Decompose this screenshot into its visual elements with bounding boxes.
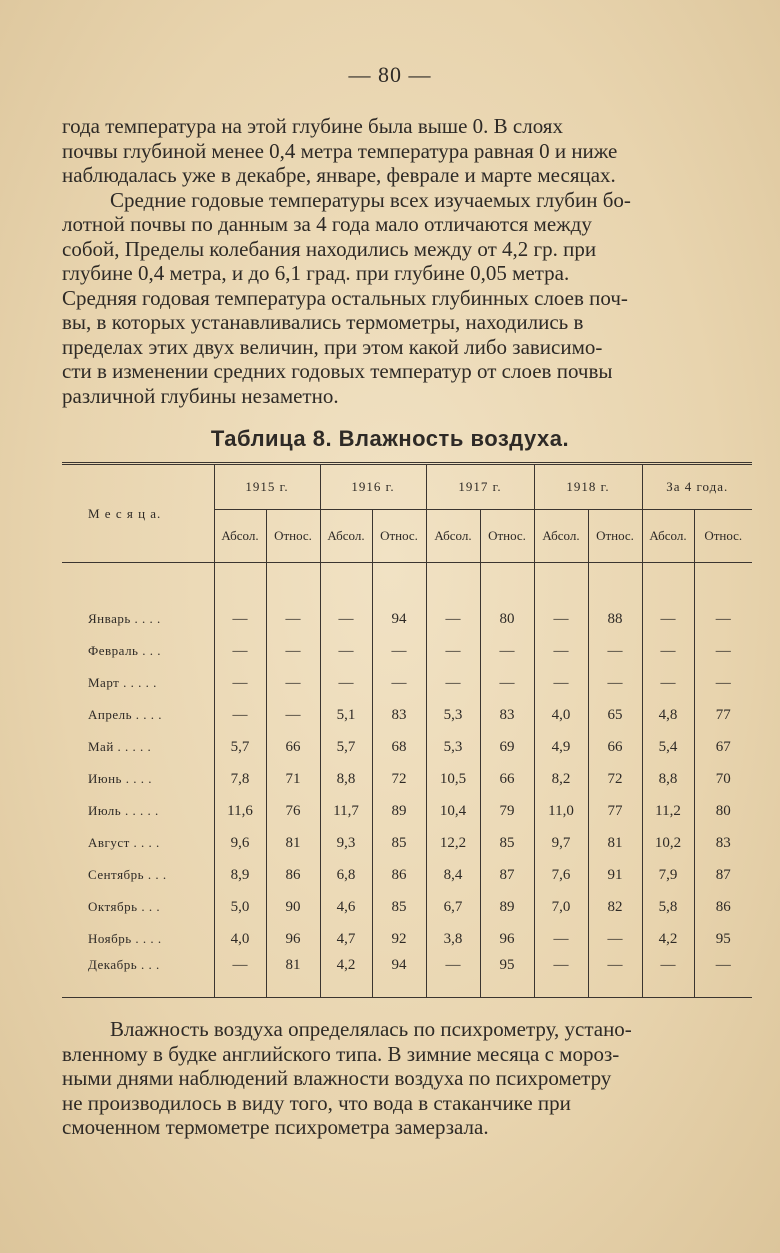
text-line: сти в изменении средних годовых температур от слоев почвы (62, 359, 613, 383)
rel-humidity-cell: — (588, 955, 642, 998)
table-header (62, 464, 752, 563)
rel-humidity-cell: — (266, 603, 320, 635)
abs-humidity-cell: — (426, 955, 480, 998)
table-row (62, 955, 752, 998)
abs-humidity-cell: — (426, 667, 480, 699)
rel-humidity-cell: 86 (372, 859, 426, 891)
abs-humidity-cell: 8,4 (426, 859, 480, 891)
abs-humidity-cell: — (214, 667, 266, 699)
text-line: смоченном термометре психрометра замерзала. (62, 1115, 489, 1139)
rel-humidity-cell: 87 (694, 859, 752, 891)
rel-humidity-cell: — (588, 667, 642, 699)
text-line: вленному в будке английского типа. В зимние месяца с мороз- (62, 1041, 620, 1066)
abs-humidity-cell: 7,9 (642, 859, 694, 891)
rel-humidity-cell: 80 (480, 603, 534, 635)
rel-humidity-cell: — (266, 667, 320, 699)
rel-humidity-cell: — (588, 635, 642, 667)
rel-subheader: Относ. (588, 510, 642, 563)
rel-humidity-cell: 70 (694, 763, 752, 795)
text-line: ными днями наблюдений влажности воздуха по психрометру (62, 1066, 612, 1090)
abs-humidity-cell: 10,5 (426, 763, 480, 795)
text-line: Средние годовые температуры всех изучаемых глубин бо- (110, 187, 631, 212)
abs-humidity-cell: — (534, 603, 588, 635)
month-column-header: М е с я ц а. (62, 464, 214, 563)
rel-humidity-cell: 96 (266, 923, 320, 955)
abs-humidity-cell: 11,0 (534, 795, 588, 827)
rel-subheader: Относ. (266, 510, 320, 563)
month-cell: Апрель . . . . (62, 699, 214, 731)
rel-humidity-cell: 96 (480, 923, 534, 955)
rel-humidity-cell: 71 (266, 763, 320, 795)
month-cell: Август . . . . (62, 827, 214, 859)
rel-humidity-cell: 65 (588, 699, 642, 731)
table-row (62, 699, 752, 731)
rel-humidity-cell: 87 (480, 859, 534, 891)
rel-humidity-cell: 88 (588, 603, 642, 635)
rel-subheader: Относ. (694, 510, 752, 563)
text-line: почвы глубиной менее 0,4 метра температура равная 0 и ниже (62, 138, 618, 163)
abs-humidity-cell: 3,8 (426, 923, 480, 955)
month-cell: Ноябрь . . . . (62, 923, 214, 955)
rel-humidity-cell: 83 (372, 699, 426, 731)
abs-humidity-cell: — (534, 635, 588, 667)
rel-humidity-cell: — (694, 955, 752, 998)
rel-humidity-cell: 95 (480, 955, 534, 998)
abs-humidity-cell: 8,2 (534, 763, 588, 795)
table-row (62, 923, 752, 955)
rel-subheader: Относ. (480, 510, 534, 563)
table-row (62, 731, 752, 763)
abs-humidity-cell: — (642, 635, 694, 667)
text-line: вы, в которых устанавливались термометры, находились в (62, 310, 584, 334)
abs-humidity-cell: — (534, 667, 588, 699)
text-line: Влажность воздуха определялась по психрометру, устано- (110, 1017, 632, 1041)
rel-humidity-cell: — (372, 667, 426, 699)
table-row (62, 635, 752, 667)
rel-humidity-cell: — (480, 667, 534, 699)
abs-subheader: Абсол. (642, 510, 694, 563)
rel-humidity-cell: 66 (266, 731, 320, 763)
month-cell: Октябрь . . . (62, 891, 214, 923)
table-row (62, 795, 752, 827)
abs-humidity-cell: — (214, 699, 266, 731)
rel-humidity-cell: 80 (694, 795, 752, 827)
abs-humidity-cell: 4,2 (320, 955, 372, 998)
rel-humidity-cell: 86 (694, 891, 752, 923)
abs-subheader: Абсол. (426, 510, 480, 563)
abs-humidity-cell: 7,8 (214, 763, 266, 795)
month-cell: Июль . . . . . (62, 795, 214, 827)
rel-humidity-cell: 72 (588, 763, 642, 795)
abs-humidity-cell: 6,8 (320, 859, 372, 891)
rel-humidity-cell: 81 (266, 955, 320, 998)
rel-humidity-cell: 67 (694, 731, 752, 763)
rel-humidity-cell: 77 (694, 699, 752, 731)
rel-humidity-cell: 86 (266, 859, 320, 891)
abs-humidity-cell: 4,0 (534, 699, 588, 731)
month-cell: Май . . . . . (62, 731, 214, 763)
text-line: Средняя годовая температура остальных глубинных слоев поч- (62, 285, 628, 310)
rel-humidity-cell: 79 (480, 795, 534, 827)
abs-humidity-cell: — (426, 603, 480, 635)
rel-humidity-cell: 76 (266, 795, 320, 827)
abs-humidity-cell: — (426, 635, 480, 667)
rel-humidity-cell: 94 (372, 955, 426, 998)
rel-humidity-cell: 72 (372, 763, 426, 795)
abs-humidity-cell: 6,7 (426, 891, 480, 923)
abs-humidity-cell: — (320, 635, 372, 667)
month-cell: Февраль . . . (62, 635, 214, 667)
rel-humidity-cell: 83 (694, 827, 752, 859)
abs-humidity-cell: 8,8 (320, 763, 372, 795)
rel-humidity-cell: 89 (480, 891, 534, 923)
text-line: пределах этих двух величин, при этом какой либо зависимо- (62, 334, 603, 359)
rel-humidity-cell: 95 (694, 923, 752, 955)
text-line: не производилось в виду того, что вода в стаканчике при (62, 1090, 571, 1115)
rel-humidity-cell: 85 (480, 827, 534, 859)
rel-humidity-cell: 83 (480, 699, 534, 731)
text-line: различной глубины незаметно. (62, 383, 339, 408)
abs-humidity-cell: 4,7 (320, 923, 372, 955)
month-cell: Март . . . . . (62, 667, 214, 699)
abs-humidity-cell: 5,3 (426, 699, 480, 731)
abs-humidity-cell: 12,2 (426, 827, 480, 859)
humidity-table (62, 462, 752, 998)
abs-humidity-cell: — (534, 923, 588, 955)
rel-humidity-cell: 77 (588, 795, 642, 827)
abs-humidity-cell: 5,1 (320, 699, 372, 731)
rel-humidity-cell: 81 (588, 827, 642, 859)
rel-humidity-cell: 68 (372, 731, 426, 763)
text-line: лотной почвы по данным за 4 года мало отличаются между (62, 212, 592, 236)
rel-humidity-cell: 66 (588, 731, 642, 763)
abs-subheader: Абсол. (534, 510, 588, 563)
abs-humidity-cell: 5,7 (320, 731, 372, 763)
rel-humidity-cell: — (694, 635, 752, 667)
abs-humidity-cell: 9,7 (534, 827, 588, 859)
rel-humidity-cell: 82 (588, 891, 642, 923)
year-header: 1917 г. (426, 464, 534, 510)
year-header: 1916 г. (320, 464, 426, 510)
rel-humidity-cell: — (266, 699, 320, 731)
abs-humidity-cell: 8,8 (642, 763, 694, 795)
paragraph-soil-temperature (62, 114, 752, 408)
rel-humidity-cell: 91 (588, 859, 642, 891)
rel-subheader: Относ. (372, 510, 426, 563)
abs-humidity-cell: 11,6 (214, 795, 266, 827)
abs-subheader: Абсол. (320, 510, 372, 563)
rel-humidity-cell: — (266, 635, 320, 667)
abs-humidity-cell: 9,3 (320, 827, 372, 859)
abs-humidity-cell: 4,0 (214, 923, 266, 955)
year-header: 1918 г. (534, 464, 642, 510)
rel-humidity-cell: — (588, 923, 642, 955)
abs-humidity-cell: — (642, 667, 694, 699)
table-row (62, 827, 752, 859)
rel-humidity-cell: — (480, 635, 534, 667)
page-number: — 80 — (348, 62, 432, 87)
abs-humidity-cell: 5,0 (214, 891, 266, 923)
rel-humidity-cell: 92 (372, 923, 426, 955)
year-header: За 4 года. (642, 464, 752, 510)
table-row (62, 667, 752, 699)
abs-humidity-cell: — (320, 667, 372, 699)
abs-humidity-cell: — (320, 603, 372, 635)
paragraph-humidity-method (62, 1017, 752, 1140)
rel-humidity-cell: 69 (480, 731, 534, 763)
abs-humidity-cell: 5,4 (642, 731, 694, 763)
table-row (62, 603, 752, 635)
abs-humidity-cell: 10,4 (426, 795, 480, 827)
abs-humidity-cell: 10,2 (642, 827, 694, 859)
rel-humidity-cell: 85 (372, 827, 426, 859)
abs-humidity-cell: 11,2 (642, 795, 694, 827)
abs-humidity-cell: — (642, 955, 694, 998)
abs-humidity-cell: 4,2 (642, 923, 694, 955)
abs-humidity-cell: — (214, 635, 266, 667)
month-cell: Июнь . . . . (62, 763, 214, 795)
abs-humidity-cell: 4,9 (534, 731, 588, 763)
abs-humidity-cell: — (534, 955, 588, 998)
rel-humidity-cell: 66 (480, 763, 534, 795)
year-header: 1915 г. (214, 464, 320, 510)
table-row (62, 763, 752, 795)
text-line: собой, Пределы колебания находились между от 4,2 гр. при (62, 236, 597, 261)
rel-humidity-cell: 85 (372, 891, 426, 923)
text-line: наблюдалась уже в декабре, январе, феврале и марте месяцах. (62, 163, 616, 187)
abs-humidity-cell: — (214, 955, 266, 998)
abs-humidity-cell: 7,0 (534, 891, 588, 923)
month-cell: Декабрь . . . (62, 955, 214, 998)
month-cell: Сентябрь . . . (62, 859, 214, 891)
abs-subheader: Абсол. (214, 510, 266, 563)
rel-humidity-cell: — (694, 603, 752, 635)
text-line: глубине 0,4 метра, и до 6,1 град. при глубине 0,05 метра. (62, 261, 570, 285)
abs-humidity-cell: 5,8 (642, 891, 694, 923)
abs-humidity-cell: 5,7 (214, 731, 266, 763)
text-line: года температура на этой глубине была выше 0. В слоях (62, 114, 563, 138)
abs-humidity-cell: — (642, 603, 694, 635)
table-spacer-row (62, 563, 752, 604)
abs-humidity-cell: 8,9 (214, 859, 266, 891)
month-cell: Январь . . . . (62, 603, 214, 635)
rel-humidity-cell: 94 (372, 603, 426, 635)
abs-humidity-cell: 9,6 (214, 827, 266, 859)
rel-humidity-cell: 81 (266, 827, 320, 859)
table-row (62, 859, 752, 891)
rel-humidity-cell: — (694, 667, 752, 699)
table-row (62, 891, 752, 923)
abs-humidity-cell: 5,3 (426, 731, 480, 763)
abs-humidity-cell: 7,6 (534, 859, 588, 891)
table-body (62, 563, 752, 998)
rel-humidity-cell: 89 (372, 795, 426, 827)
abs-humidity-cell: 4,6 (320, 891, 372, 923)
abs-humidity-cell: 4,8 (642, 699, 694, 731)
rel-humidity-cell: — (372, 635, 426, 667)
abs-humidity-cell: — (214, 603, 266, 635)
rel-humidity-cell: 90 (266, 891, 320, 923)
abs-humidity-cell: 11,7 (320, 795, 372, 827)
table-title: Таблица 8. Влажность воздуха. (210, 426, 570, 451)
